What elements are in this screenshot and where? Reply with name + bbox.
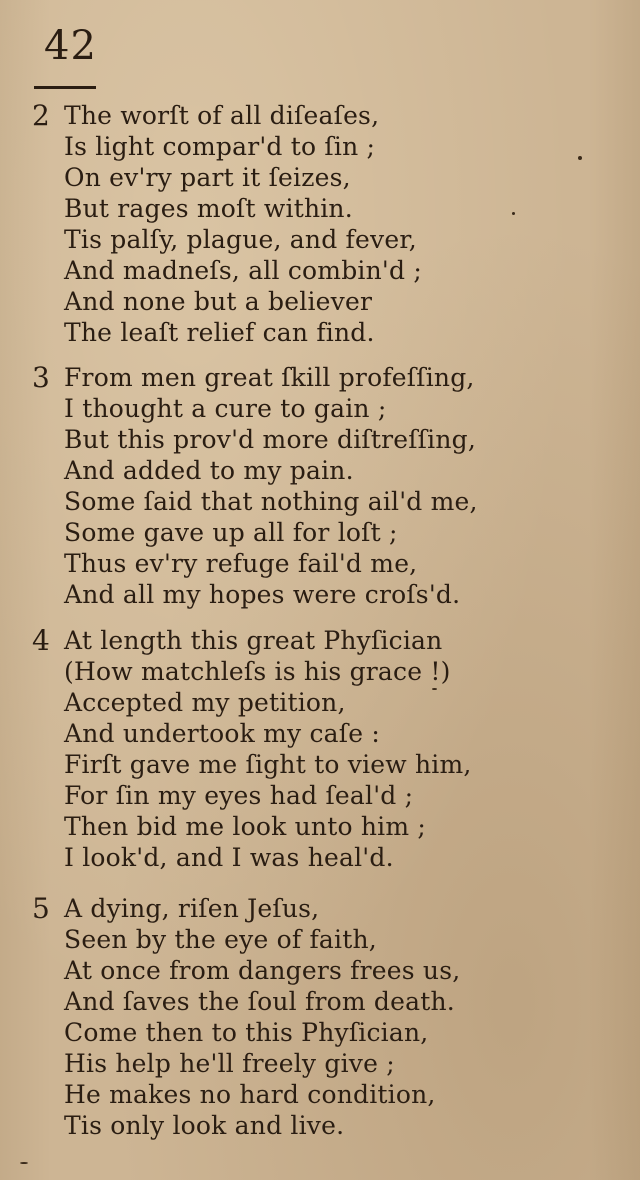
verse-line: Is light compar'd to ſin ; bbox=[64, 132, 376, 161]
verse-line: Come then to this Phyſician, bbox=[64, 1018, 429, 1047]
verse-line: And ſaves the ſoul from death. bbox=[64, 987, 455, 1016]
verse-line: And none but a believer bbox=[64, 287, 373, 316]
paper-speck bbox=[20, 1162, 28, 1164]
verse-line: I look'd, and I was heal'd. bbox=[64, 843, 394, 872]
verse-line: (How matchleſs is his grace !) bbox=[64, 657, 451, 686]
stanza-number: 4 bbox=[32, 624, 50, 657]
stanza-lines bbox=[64, 100, 422, 348]
stanza-lines bbox=[64, 893, 460, 1141]
verse-line: From men great ſkill profeſſing, bbox=[64, 363, 475, 392]
page-number: 42 bbox=[44, 23, 97, 69]
verse-line: But this prov'd more diſtreſſing, bbox=[64, 425, 476, 454]
verse-line: And all my hopes were croſs'd. bbox=[64, 580, 461, 609]
verse-line: Accepted my petition, bbox=[64, 688, 346, 717]
verse-line: And madneſs, all combin'd ; bbox=[64, 256, 422, 285]
verse-line: The leaſt relief can find. bbox=[64, 318, 375, 347]
header-rule bbox=[34, 86, 96, 89]
verse-line: A dying, riſen Jeſus, bbox=[64, 894, 320, 923]
stanza-number: 5 bbox=[32, 892, 50, 925]
verse-line: Thus ev'ry refuge fail'd me, bbox=[64, 549, 418, 578]
verse-line: Firſt gave me ſight to view him, bbox=[64, 750, 472, 779]
verse-line: At length this great Phyſician bbox=[64, 626, 443, 655]
verse-line: Seen by the eye of faith, bbox=[64, 925, 377, 954]
stanza-lines bbox=[64, 362, 478, 610]
stanza-number: 2 bbox=[32, 99, 50, 132]
verse-line: Tis palſy, plague, and fever, bbox=[64, 225, 417, 254]
verse-line: He makes no hard condition, bbox=[64, 1080, 436, 1109]
verse-line: Then bid me look unto him ; bbox=[64, 812, 427, 841]
verse-line: For ſin my eyes had ſeal'd ; bbox=[64, 781, 414, 810]
verse-line: His help he'll freely give ; bbox=[64, 1049, 395, 1078]
verse-line: On ev'ry part it ſeizes, bbox=[64, 163, 351, 192]
verse-line: And undertook my caſe : bbox=[64, 719, 381, 748]
verse-line: And added to my pain. bbox=[64, 456, 354, 485]
stanza-lines bbox=[64, 625, 472, 873]
paper-speck bbox=[432, 688, 437, 690]
verse-line: Some ſaid that nothing ail'd me, bbox=[64, 487, 478, 516]
paper-speck bbox=[512, 212, 515, 215]
verse-line: Tis only look and live. bbox=[64, 1111, 345, 1140]
verse-line: At once from dangers frees us, bbox=[64, 956, 461, 985]
stanza-number: 3 bbox=[32, 361, 50, 394]
verse-line: Some gave up all for loſt ; bbox=[64, 518, 398, 547]
verse-line: The worſt of all diſeaſes, bbox=[64, 101, 380, 130]
verse-line: But rages moſt within. bbox=[64, 194, 353, 223]
paper-speck bbox=[578, 156, 582, 160]
verse-line: I thought a cure to gain ; bbox=[64, 394, 387, 423]
